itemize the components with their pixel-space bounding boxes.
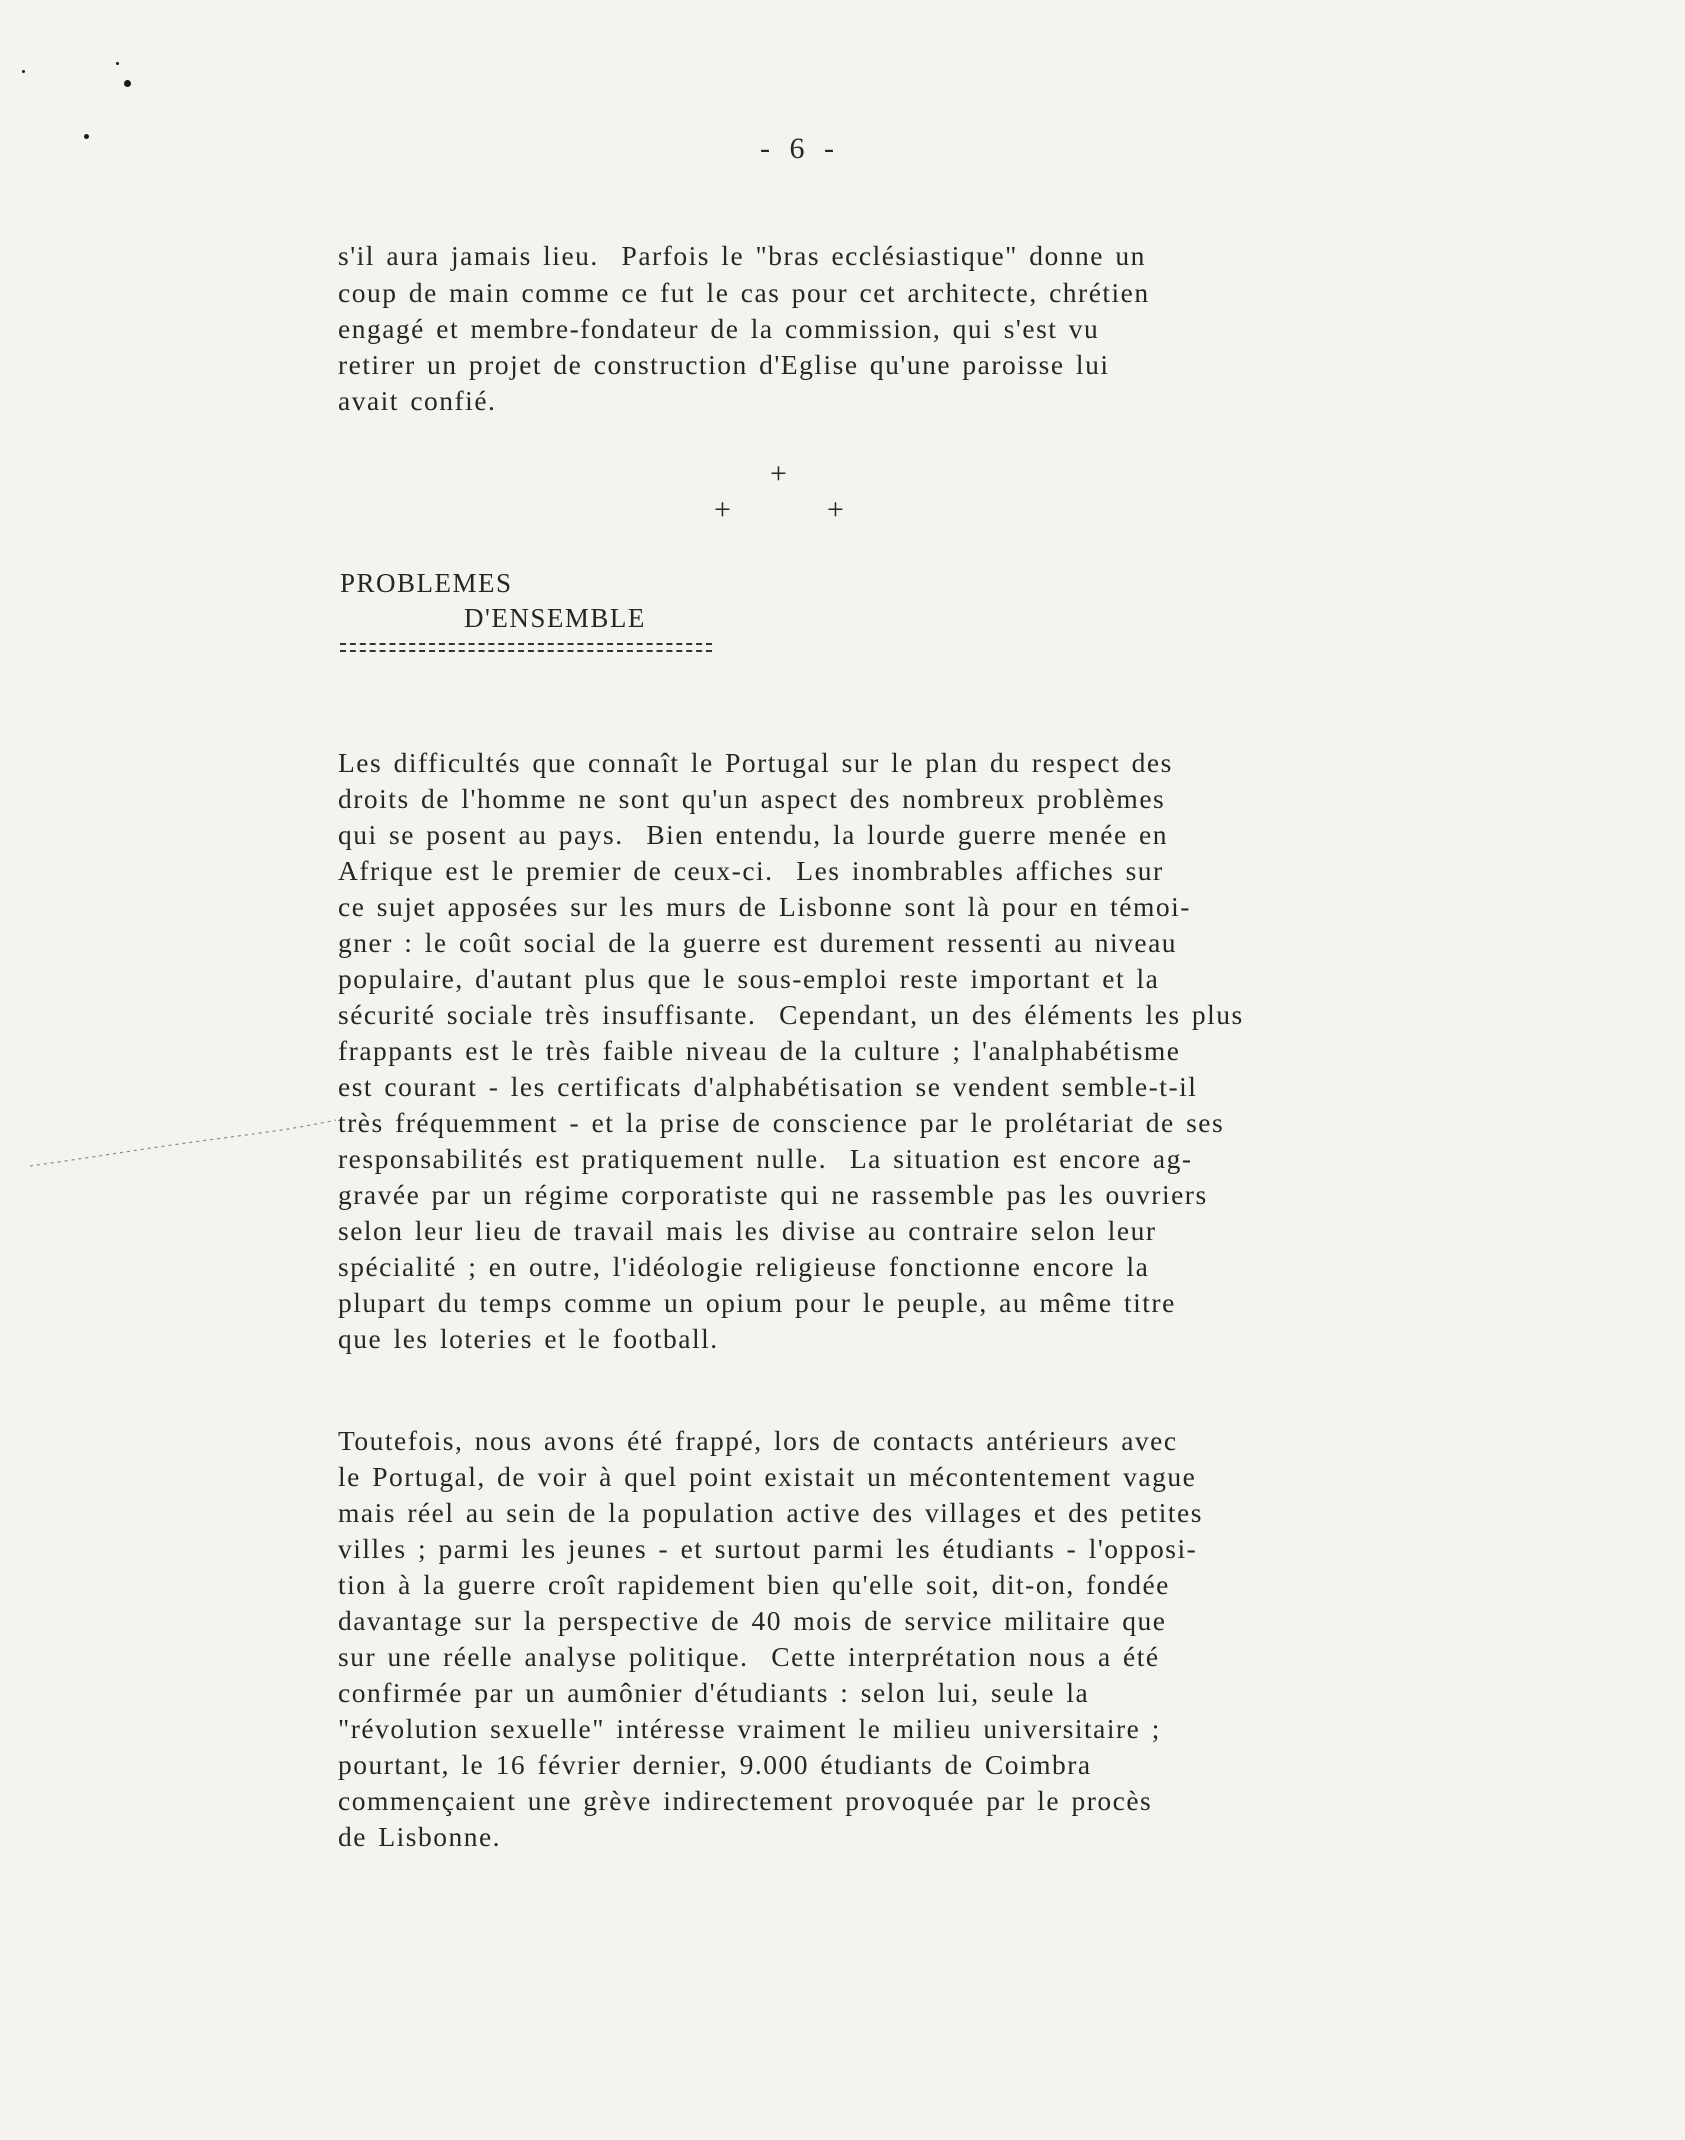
text-line: est courant - les certificats d'alphabétisation se vendent semble-t-il — [338, 1071, 1198, 1102]
text-line: plupart du temps comme un opium pour le peuple, au même titre — [338, 1287, 1176, 1318]
text-line: responsabilités est pratiquement nulle. La situation est encore ag- — [338, 1143, 1193, 1174]
text-line: gner : le coût social de la guerre est durement ressenti au niveau — [338, 927, 1178, 958]
heading-line: PROBLEMES — [340, 568, 513, 598]
text-line: engagé et membre-fondateur de la commission, qui s'est vu — [338, 313, 1100, 344]
margin-pencil-mark — [28, 1108, 338, 1168]
separator-mark: + — [770, 457, 787, 490]
text-line: Toutefois, nous avons été frappé, lors de contacts antérieurs avec — [338, 1425, 1178, 1456]
text-line: gravée par un régime corporatiste qui ne rassemble pas les ouvriers — [338, 1179, 1208, 1210]
text-line: très fréquemment - et la prise de conscience par le prolétariat de ses — [338, 1107, 1225, 1138]
text-line: ce sujet apposées sur les murs de Lisbonne sont là pour en témoi- — [338, 891, 1191, 922]
text-line: commençaient une grève indirectement provoquée par le procès — [338, 1785, 1153, 1816]
text-line: qui se posent au pays. Bien entendu, la lourde guerre menée en — [338, 819, 1168, 850]
text-line: que les loteries et le football. — [338, 1323, 719, 1354]
text-line: "révolution sexuelle" intéresse vraiment le milieu universitaire ; — [338, 1713, 1161, 1744]
text-line: retirer un projet de construction d'Eglise qu'une paroisse lui — [338, 349, 1110, 380]
text-line: selon leur lieu de travail mais les divise au contraire selon leur — [338, 1215, 1157, 1246]
ink-speck — [124, 80, 131, 87]
text-line: spécialité ; en outre, l'idéologie religieuse fonctionne encore la — [338, 1251, 1150, 1282]
heading-line: D'ENSEMBLE — [464, 603, 646, 633]
text-line: avait confié. — [338, 385, 497, 416]
text-line: villes ; parmi les jeunes - et surtout parmi les étudiants - l'opposi- — [338, 1533, 1198, 1564]
separator-mark: + — [714, 493, 731, 526]
text-line: de Lisbonne. — [338, 1821, 502, 1852]
text-line: s'il aura jamais lieu. Parfois le "bras ecclésiastique" donne un — [338, 240, 1146, 271]
text-line: droits de l'homme ne sont qu'un aspect des nombreux problèmes — [338, 783, 1166, 814]
text-line: sécurité sociale très insuffisante. Cependant, un des éléments les plus — [338, 999, 1244, 1030]
text-line: Afrique est le premier de ceux-ci. Les inombrables affiches sur — [338, 855, 1164, 886]
ink-speck — [84, 134, 89, 139]
text-line: populaire, d'autant plus que le sous-emploi reste important et la — [338, 963, 1160, 994]
text-line: mais réel au sein de la population active des villages et des petites — [338, 1497, 1203, 1528]
ink-speck — [22, 70, 25, 73]
text-line: confirmée par un aumônier d'étudiants : selon lui, seule la — [338, 1677, 1090, 1708]
text-line: tion à la guerre croît rapidement bien qu'elle soit, dit-on, fondée — [338, 1569, 1170, 1600]
text-line: davantage sur la perspective de 40 mois de service militaire que — [338, 1605, 1167, 1636]
text-line: pourtant, le 16 février dernier, 9.000 étudiants de Coimbra — [338, 1749, 1092, 1780]
text-line: le Portugal, de voir à quel point existait un mécontentement vague — [338, 1461, 1197, 1492]
heading-double-underline — [340, 640, 712, 656]
text-line: coup de main comme ce fut le cas pour cet architecte, chrétien — [338, 277, 1150, 308]
text-line: sur une réelle analyse politique. Cette interprétation nous a été — [338, 1641, 1160, 1672]
text-line: Les difficultés que connaît le Portugal sur le plan du respect des — [338, 747, 1173, 778]
text-line: frappants est le très faible niveau de la culture ; l'analphabétisme — [338, 1035, 1181, 1066]
separator-mark: + — [827, 493, 844, 526]
ink-speck — [116, 62, 119, 65]
page-number: - 6 - — [760, 132, 840, 165]
